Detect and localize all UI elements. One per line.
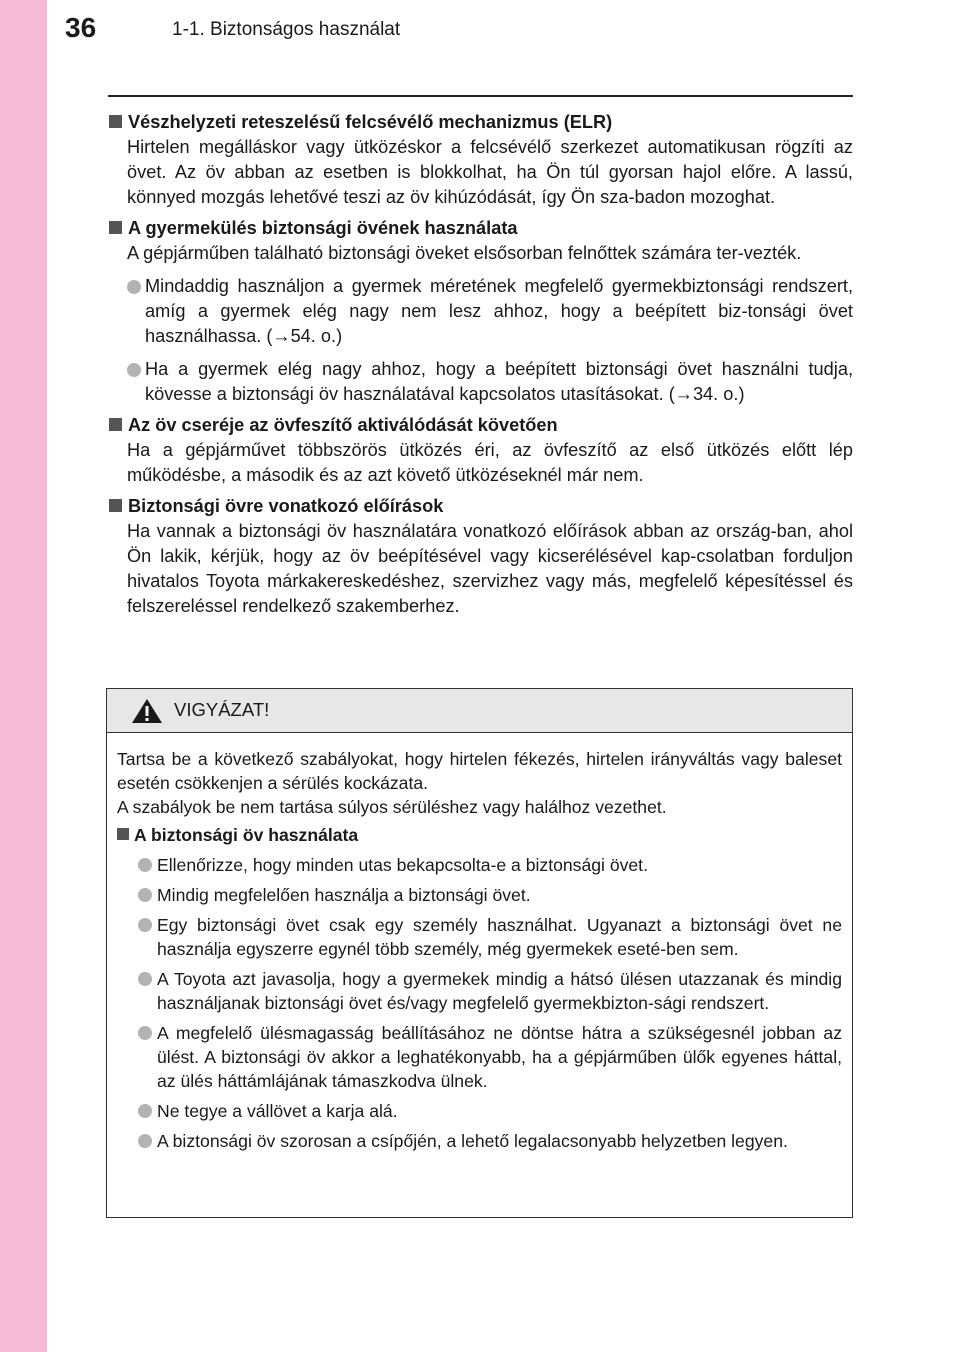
section-text-pretensioner: Ha a gépjárművet többszörös ütközés éri, az övfeszítő az első ütközés előtt lép működésbe, a második és az azt követő ütközéseknél már nem.: [127, 440, 853, 485]
warning-body: [107, 733, 852, 1153]
warning-intro: Tartsa be a következő szabályokat, hogy hirtelen fékezés, hirtelen irányváltás vagy baleset esetén csökkenjen a sérülés kockázata.: [117, 749, 842, 793]
section-title: 1-1. Biztonságos használat: [172, 19, 401, 40]
circle-bullet-icon: [138, 1104, 152, 1118]
square-bullet-icon: [109, 418, 122, 431]
square-bullet-icon: [117, 828, 129, 840]
circle-bullet-icon: [138, 1026, 152, 1040]
circle-bullet-icon: [127, 363, 141, 377]
square-bullet-icon: [109, 499, 122, 512]
warning-list-item: Mindig megfelelően használja a biztonsági övet.: [117, 883, 842, 907]
main-content: [108, 110, 853, 619]
side-color-bar: [0, 0, 47, 1352]
warning-heading: A biztonsági öv használata: [117, 823, 842, 847]
circle-bullet-icon: [127, 280, 141, 294]
circle-bullet-icon: [138, 858, 152, 872]
warning-box: [106, 688, 853, 1218]
list-item: Ha a gyermek elég nagy ahhoz, hogy a beépített biztonsági övet használni tudja, kövesse a biztonsági öv használatával kapcsolatos utasításokat. (→34. o.): [108, 357, 853, 407]
warning-intro: A szabályok be nem tartása súlyos sérüléshez vagy halálhoz vezethet.: [117, 797, 667, 817]
warning-triangle-icon: [131, 698, 163, 724]
warning-list-item: A Toyota azt javasolja, hogy a gyermekek mindig a hátsó ülésen utazzanak és mindig használjanak biztonsági övet és/vagy megfelelő gyermekbizton-sági rendszert.: [117, 967, 842, 1015]
square-bullet-icon: [109, 221, 122, 234]
warning-header: [107, 689, 852, 733]
section-text-regulations: Ha vannak a biztonsági öv használatára vonatkozó előírások abban az ország-ban, ahol Ön lakik, kérjük, hogy az öv beépítésével vagy kicserélésével kap-csolatban forduljon hivatalos Toyota márkakereskedéshez, szervizhez vagy más, megfelelő képesítéssel és felszereléssel rendelkező szakemberhez.: [127, 521, 853, 616]
section-heading-regulations: Biztonsági övre vonatkozó előírások: [108, 494, 853, 519]
square-bullet-icon: [109, 115, 122, 128]
section-heading-pretensioner: Az öv cseréje az övfeszítő aktiválódását követően: [108, 413, 853, 438]
list-item: Mindaddig használjon a gyermek méretének megfelelő gyermekbiztonsági rendszert, amíg a gyermek elég nagy nem lesz ahhoz, hogy a beépített biz-tonsági övet használhassa. (→54. o.): [108, 274, 853, 349]
circle-bullet-icon: [138, 918, 152, 932]
warning-list-item: Ne tegye a vállövet a karja alá.: [117, 1099, 842, 1123]
warning-list-item: A megfelelő ülésmagasság beállításához ne döntse hátra a szükségesnél jobban az ülést. A biztonsági öv akkor a leghatékonyabb, ha a gépjárműben ülők egyenes háttal, az ülés háttámlájának támaszkodva ülnek.: [117, 1021, 842, 1093]
warning-list-item: Ellenőrizze, hogy minden utas bekapcsolta-e a biztonsági övet.: [117, 853, 842, 877]
warning-list-item: Egy biztonsági övet csak egy személy használhat. Ugyanazt a biztonsági övet ne használja egyszerre egynél több személy, még gyermekek eseté-ben sem.: [117, 913, 842, 961]
circle-bullet-icon: [138, 1134, 152, 1148]
section-heading-child-seat-belt: A gyermekülés biztonsági övének használata: [108, 216, 853, 241]
header-divider: [108, 95, 853, 97]
circle-bullet-icon: [138, 888, 152, 902]
warning-title: VIGYÁZAT!: [174, 699, 270, 720]
section-text-child-seat-belt: A gépjárműben található biztonsági öveket elsősorban felnőttek számára ter-vezték.: [127, 243, 802, 263]
warning-list-item: A biztonsági öv szorosan a csípőjén, a lehető legalacsonyabb helyzetben legyen.: [117, 1129, 842, 1153]
page-number: 36: [65, 12, 97, 43]
section-text-elr: Hirtelen megálláskor vagy ütközéskor a felcsévélő szerkezet automatikusan rögzíti az övet. Az öv abban az esetben is blokkolhat, ha Ön túl gyorsan hajol előre. A lassú, könnyed mozgás lehetővé teszi az öv kihúzódását, így Ön sza-badon mozoghat.: [127, 137, 853, 207]
circle-bullet-icon: [138, 972, 152, 986]
section-heading-elr: Vészhelyzeti reteszelésű felcsévélő mechanizmus (ELR): [108, 110, 853, 135]
